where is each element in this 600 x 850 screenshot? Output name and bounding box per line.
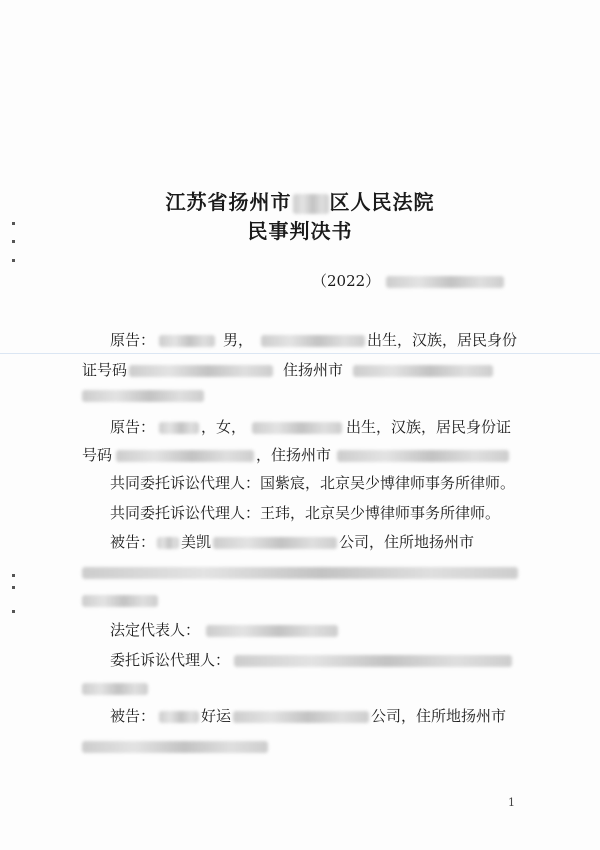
plaintiff-address-prefix: ，住扬州市: [256, 446, 332, 464]
legal-rep-label: 法定代表人：: [110, 621, 201, 639]
scan-mark: [12, 610, 15, 613]
plaintiff-id-prefix: 号码: [82, 446, 113, 464]
redacted-block: [234, 655, 512, 667]
defendant-label: 被告：: [110, 533, 156, 551]
scan-mark: [12, 259, 15, 262]
plaintiff-address-prefix: 住扬州市: [283, 361, 344, 379]
redacted-block: [82, 390, 204, 402]
document-type: 民事判决书: [247, 219, 353, 243]
court-name-suffix: 区人民法院: [329, 190, 435, 214]
agent-1: 共同委托诉讼代理人：国紫宸，北京吴少博律师事务所律师。: [110, 474, 516, 492]
redacted-block: [82, 683, 148, 695]
agent-2: 共同委托诉讼代理人：王玮，北京吴少博律师事务所律师。: [110, 504, 501, 522]
redacted-block: [293, 194, 329, 214]
plaintiff-2-line-1: [110, 417, 511, 437]
redacted-block: [353, 365, 493, 377]
scan-artifact-line: [0, 353, 600, 354]
redacted-block: [159, 335, 215, 347]
defendant-2-line-2: [82, 736, 268, 756]
redacted-block: [82, 567, 518, 579]
redacted-block: [159, 422, 199, 434]
court-name-prefix: 江苏省扬州市: [165, 190, 292, 214]
redacted-block: [233, 711, 369, 723]
redacted-block: [261, 335, 365, 347]
redacted-block: [386, 276, 504, 288]
redacted-block: [213, 537, 337, 549]
redacted-block: [82, 741, 268, 753]
agent-3-label: 委托诉讼代理人：: [110, 651, 231, 669]
plaintiff-label: 原告：: [110, 331, 156, 349]
agent-3-line-1: [110, 650, 512, 670]
plaintiff-gender: ，女，: [201, 418, 247, 436]
redacted-block: [82, 595, 158, 607]
redacted-block: [116, 450, 254, 462]
redacted-block: [252, 422, 342, 434]
page-number: 1: [508, 796, 515, 809]
redacted-block: [206, 625, 338, 637]
plaintiff-label: 原告：: [110, 418, 156, 436]
plaintiff-1-line-3: [82, 385, 204, 405]
plaintiff-birth: 出生，汉族，居民身份证: [346, 418, 512, 436]
scan-mark: [12, 586, 15, 589]
case-number: [312, 270, 504, 291]
scan-mark: [12, 574, 15, 577]
plaintiff-birth: 出生，汉族，居民身份: [367, 331, 518, 349]
defendant-rest: 公司，住所地扬州市: [339, 533, 475, 551]
defendant-name-part: 美凯: [181, 533, 212, 551]
defendant-1-line-3: [82, 590, 158, 610]
defendant-name-part: 好运: [201, 707, 232, 725]
court-name: [0, 186, 600, 215]
agent-3-line-2: [82, 678, 148, 698]
defendant-2-line-1: [110, 706, 506, 726]
defendant-label: 被告：: [110, 707, 156, 725]
redacted-block: [157, 537, 179, 549]
redacted-block: [337, 450, 509, 462]
plaintiff-1-line-2: [82, 360, 493, 380]
defendant-1-line-1: [110, 532, 474, 552]
plaintiff-id-prefix: 证号码: [82, 361, 128, 379]
case-number-year: （2022）: [312, 272, 381, 290]
plaintiff-2-line-2: [82, 445, 509, 465]
defendant-rest: 公司，住所地扬州市: [371, 707, 507, 725]
plaintiff-gender: 男，: [223, 331, 254, 349]
redacted-block: [129, 365, 273, 377]
legal-representative: [110, 620, 338, 640]
plaintiff-1-line-1: [110, 330, 517, 350]
redacted-block: [159, 711, 199, 723]
defendant-1-line-2: [82, 562, 518, 582]
